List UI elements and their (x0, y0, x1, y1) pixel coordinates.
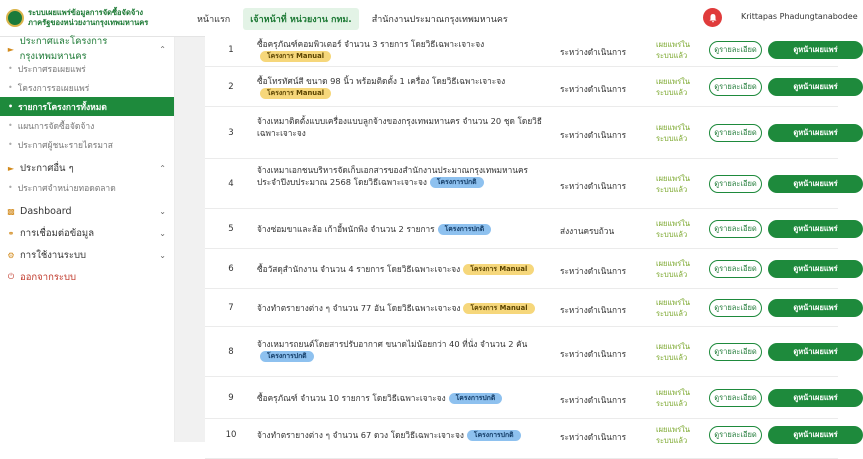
project-title-text: ซื้อโทรทัศน์สี ขนาด 98 นิ้ว พร้อมติดตั้ง 1 เครื่อง โดยวิธีเฉพาะเจาะจง (257, 76, 506, 86)
view-published-page-button[interactable]: ดูหน้าเผยแพร่ (768, 124, 863, 142)
project-title[interactable] (257, 164, 545, 188)
view-details-button[interactable]: ดูรายละเอียด (709, 175, 762, 193)
project-type-badge: โครงการปกติ (430, 177, 484, 188)
view-published-page-button[interactable]: ดูหน้าเผยแพร่ (768, 299, 863, 317)
view-published-page-button[interactable]: ดูหน้าเผยแพร่ (768, 78, 863, 96)
project-title[interactable] (257, 38, 545, 62)
sidebar-item-label: ประกาศผู้ชนะรายไตรมาส (17, 140, 113, 151)
sidebar-item-label: รายการโครงการทั้งหมด (18, 102, 107, 113)
publish-status: เผยแพร่ใน ระบบแล้ว (656, 174, 690, 194)
nav-home[interactable]: หน้าแรก (197, 15, 231, 25)
chevron-down-icon: ⌄ (159, 206, 166, 216)
sidebar-item-pending-projects[interactable] (0, 78, 174, 97)
megaphone-icon: ► (7, 163, 15, 173)
view-details-button[interactable]: ดูรายละเอียด (709, 299, 762, 317)
sidebar-item-label: โครงการรอเผยแพร่ (17, 83, 90, 94)
project-title-text: จ้างซ่อมขาและล้อ เก้าอี้พนักพิง จำนวน 2 รายการ (257, 224, 435, 234)
nav-bma-officer[interactable]: เจ้าหน้าที่ หน่วยงาน กทม. (243, 8, 359, 30)
view-published-page-button[interactable]: ดูหน้าเผยแพร่ (768, 389, 863, 407)
row-number: 5 (228, 224, 234, 234)
view-details-button[interactable]: ดูรายละเอียด (709, 78, 762, 96)
sidebar-section-label: ประกาศและโครงการกรุงเทพมหานคร (19, 36, 108, 62)
table-row (205, 209, 838, 249)
table-row (205, 419, 838, 459)
nav-budget-office[interactable]: สำนักงานประมาณกรุงเทพมหานคร (371, 15, 508, 25)
row-number: 3 (228, 128, 234, 138)
project-type-badge: โครงการ Manual (463, 264, 534, 275)
publish-status: เผยแพร่ใน ระบบแล้ว (656, 219, 690, 239)
publish-status: เผยแพร่ใน ระบบแล้ว (656, 388, 690, 408)
settings-icon: ⚙ (7, 250, 15, 260)
table-row (205, 327, 838, 377)
table-row (205, 249, 838, 289)
project-status: ระหว่างดำเนินการ (560, 266, 627, 276)
link-icon: ⚭ (7, 228, 15, 238)
publish-status: เผยแพร่ใน ระบบแล้ว (656, 425, 690, 445)
project-title-text: จ้างทำตรายางต่าง ๆ จำนวน 67 ดวง โดยวิธีเฉพาะเจาะจง (257, 430, 464, 440)
table-row (205, 34, 838, 67)
project-type-badge: โครงการปกติ (260, 351, 314, 362)
project-title[interactable] (257, 263, 545, 275)
row-number: 8 (228, 347, 234, 357)
brand[interactable] (6, 8, 168, 28)
chevron-up-icon: ⌃ (159, 163, 166, 173)
project-status: ระหว่างดำเนินการ (560, 130, 627, 140)
project-type-badge: โครงการปกติ (467, 430, 521, 441)
view-details-button[interactable]: ดูรายละเอียด (709, 426, 762, 444)
chevron-down-icon: ⌄ (159, 228, 166, 238)
project-type-badge: โครงการปกติ (449, 393, 503, 404)
project-status: ระหว่างดำเนินการ (560, 84, 627, 94)
publish-status: เผยแพร่ใน ระบบแล้ว (656, 77, 690, 97)
project-status: ส่งงานครบถ้วน (560, 226, 615, 236)
project-title[interactable] (257, 338, 545, 362)
view-published-page-button[interactable]: ดูหน้าเผยแพร่ (768, 343, 863, 361)
sidebar-section-label: การใช้งานระบบ (20, 249, 87, 261)
sidebar (0, 37, 175, 442)
project-title[interactable] (257, 223, 545, 235)
project-status: ระหว่างดำเนินการ (560, 305, 627, 315)
publish-status: เผยแพร่ใน ระบบแล้ว (656, 342, 690, 362)
project-title-text: จ้างทำตรายางต่าง ๆ จำนวน 77 อัน โดยวิธีเฉพาะเจาะจง (257, 303, 461, 313)
project-title-text: จ้างเหมารถยนต์โดยสารปรับอากาศ ขนาดไม่น้อยกว่า 40 ที่นั่ง จำนวน 2 คัน (257, 339, 528, 349)
project-status: ระหว่างดำเนินการ (560, 395, 627, 405)
view-published-page-button[interactable]: ดูหน้าเผยแพร่ (768, 426, 863, 444)
project-status: ระหว่างดำเนินการ (560, 349, 627, 359)
publish-status: เผยแพร่ใน ระบบแล้ว (656, 40, 690, 60)
project-status: ระหว่างดำเนินการ (560, 181, 627, 191)
sidebar-section-label: การเชื่อมต่อข้อมูล (20, 227, 95, 239)
project-title[interactable] (257, 392, 545, 404)
brand-text (28, 8, 168, 28)
logout-button[interactable] (0, 267, 174, 287)
table-row (205, 67, 838, 107)
row-number: 9 (228, 393, 234, 403)
notification-bell-icon[interactable] (703, 8, 722, 27)
sidebar-section-data-connection[interactable] (0, 223, 174, 243)
top-header (0, 0, 858, 37)
project-type-badge: โครงการ Manual (260, 51, 331, 62)
project-title-text: ซื้อวัสดุสำนักงาน จำนวน 4 รายการ โดยวิธีเฉพาะเจาะจง (257, 264, 461, 274)
sidebar-section-announcements[interactable] (0, 36, 174, 62)
view-details-button[interactable]: ดูรายละเอียด (709, 343, 762, 361)
row-number: 4 (228, 179, 234, 189)
table-row (205, 289, 838, 327)
publish-status: เผยแพร่ใน ระบบแล้ว (656, 298, 690, 318)
view-published-page-button[interactable]: ดูหน้าเผยแพร่ (768, 41, 863, 59)
logout-icon: ⏻ (7, 272, 15, 281)
bullet-icon: • (8, 121, 13, 130)
project-status: ระหว่างดำเนินการ (560, 47, 627, 57)
sidebar-item-all-projects[interactable] (0, 97, 174, 116)
sidebar-section-system-usage[interactable] (0, 245, 174, 265)
project-title[interactable] (257, 115, 545, 139)
row-number: 1 (228, 45, 234, 55)
user-name[interactable]: Krittapas Phadungtanabodee (741, 12, 858, 21)
project-title-text: จ้างเหมาเอกชนบริหารจัดเก็บเอกสารของสำนักงานประมาณกรุงเทพมหานคร ประจำปีงบประมาณ 2568 โดยวิธีเฉพาะเจาะจง (257, 165, 528, 187)
table-row (205, 377, 838, 419)
view-details-button[interactable]: ดูรายละเอียด (709, 389, 762, 407)
sidebar-item-label: ประกาศจำหน่ายทอดตลาด (17, 183, 116, 194)
row-number: 7 (228, 303, 234, 313)
row-number: 6 (228, 264, 234, 274)
sidebar-item-procurement-plan[interactable] (0, 116, 174, 135)
publish-status: เผยแพร่ใน ระบบแล้ว (656, 259, 690, 279)
bullet-icon: • (8, 83, 13, 92)
view-published-page-button[interactable]: ดูหน้าเผยแพร่ (768, 220, 863, 238)
chevron-up-icon: ⌃ (159, 44, 166, 54)
chevron-down-icon: ⌄ (159, 250, 166, 260)
megaphone-icon: ► (7, 44, 14, 54)
table-row (205, 107, 838, 159)
project-type-badge: โครงการ Manual (260, 88, 331, 99)
bullet-icon: • (8, 64, 13, 73)
project-title-text: จ้างเหมาติดตั้งแบบเครื่องแบบลูกจ้างของกรุงเทพมหานคร จำนวน 20 ชุด โดยวิธีเฉพาะเจาะจง (257, 116, 542, 138)
view-details-button[interactable]: ดูรายละเอียด (709, 124, 762, 142)
view-published-page-button[interactable]: ดูหน้าเผยแพร่ (768, 260, 863, 278)
sidebar-item-label: แผนการจัดซื้อจัดจ้าง (17, 121, 95, 132)
logout-label: ออกจากระบบ (20, 271, 77, 283)
project-title-text: ซื้อครุภัณฑ์คอมพิวเตอร์ จำนวน 3 รายการ โดยวิธีเฉพาะเจาะจง (257, 39, 485, 49)
table-row (205, 159, 838, 209)
brand-line-2: ภาครัฐของหน่วยงานกรุงเทพมหานคร (28, 18, 149, 27)
view-details-button[interactable]: ดูรายละเอียด (709, 41, 762, 59)
brand-line-1: ระบบเผยแพร่ข้อมูลการจัดซื้อจัดจ้าง (28, 8, 144, 17)
view-published-page-button[interactable]: ดูหน้าเผยแพร่ (768, 175, 863, 193)
project-title[interactable] (257, 429, 545, 441)
sidebar-item-quarterly-winners[interactable] (0, 135, 174, 154)
view-details-button[interactable]: ดูรายละเอียด (709, 220, 762, 238)
view-details-button[interactable]: ดูรายละเอียด (709, 260, 762, 278)
project-table (175, 37, 838, 445)
dashboard-icon: ▩ (7, 206, 15, 216)
sidebar-item-auction[interactable] (0, 178, 174, 197)
sidebar-section-dashboard[interactable] (0, 201, 174, 221)
bullet-icon: • (8, 183, 13, 192)
publish-status: เผยแพร่ใน ระบบแล้ว (656, 123, 690, 143)
project-title[interactable] (257, 75, 545, 99)
project-type-badge: โครงการ Manual (463, 303, 534, 314)
row-number: 10 (225, 430, 237, 440)
bullet-icon: • (8, 102, 14, 111)
sidebar-section-label: ประกาศอื่น ๆ (20, 162, 74, 174)
top-nav (190, 8, 521, 30)
sidebar-section-label: Dashboard (20, 205, 72, 217)
row-number: 2 (228, 82, 234, 92)
sidebar-item-label: ประกาศรอเผยแพร่ (17, 64, 86, 75)
sidebar-section-other-announcements[interactable] (0, 158, 174, 178)
project-title[interactable] (257, 302, 545, 314)
project-type-badge: โครงการปกติ (438, 224, 492, 235)
project-title-text: ซื้อครุภัณฑ์ จำนวน 10 รายการ โดยวิธีเฉพาะเจาะจง (257, 393, 446, 403)
bullet-icon: • (8, 140, 13, 149)
bma-logo (6, 9, 24, 27)
project-status: ระหว่างดำเนินการ (560, 432, 627, 442)
